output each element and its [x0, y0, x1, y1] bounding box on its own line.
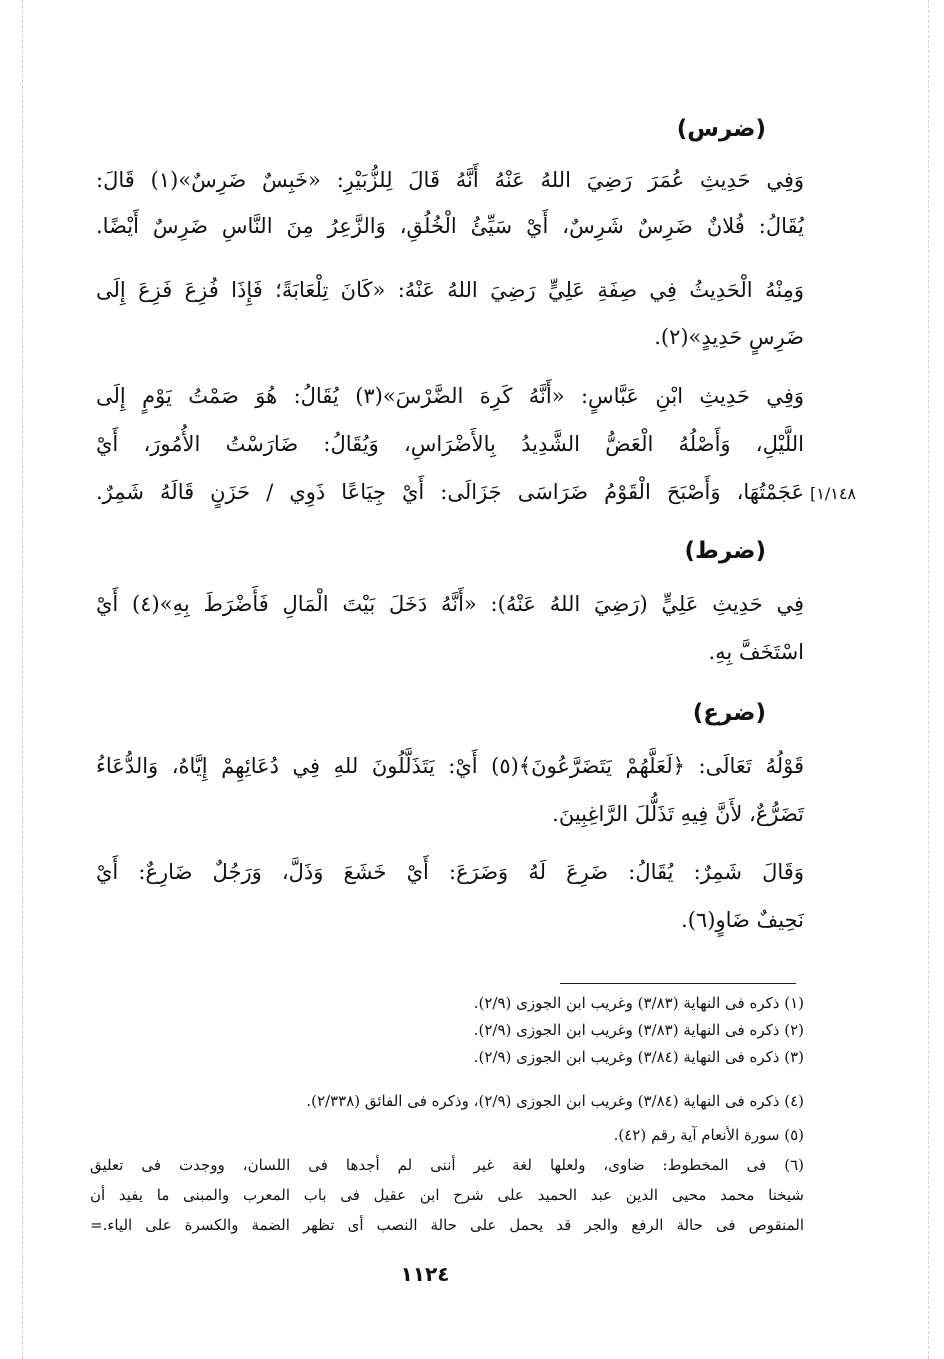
entry-heading: (ضرط)	[684, 538, 766, 564]
page-number: ١١٢٤	[400, 1262, 450, 1286]
entry-heading: (ضرع)	[692, 700, 766, 726]
footnote: (٢) ذكره فى النهاية (٣/٨٣) وغريب ابن الجوزى (٢/٩).	[473, 1021, 804, 1039]
text-line: اسْتَخَفَّ بِهِ.	[708, 640, 804, 664]
text-line: فِي حَدِيثِ عَلِيٍّ (رَضِيَ اللهُ عَنْهُ): «أَنَّهُ دَخَلَ بَيْتَ الْمَالِ فَأَضْرَطَ بِهِ»(٤) أَيْ	[96, 592, 805, 616]
footnote: (١) ذكره فى النهاية (٣/٨٣) وغريب ابن الجوزى (٢/٩).	[473, 994, 804, 1012]
text-line: ضَرِسٍ حَدِيدٍ»(٢).	[654, 325, 804, 349]
text-line: وَمِنْهُ الْحَدِيثُ فِي صِفَةِ عَلِيٍّ رَضِيَ اللهُ عَنْهُ: «كَانَ تِلْعَابَةً؛ فَإِذَا فُزِعَ فَزِعَ إِلَى	[96, 278, 804, 302]
footnote-separator	[560, 983, 796, 984]
text-line: نَحِيفٌ ضَاوٍ(٦).	[681, 908, 804, 932]
text-line: قَوْلُهُ تَعَالَى: ﴿لَعَلَّهُمْ يَتَضَرَّعُونَ﴾(٥) أَيْ: يَتَذَلَّلُونَ للهِ فِي دُعَائِهِمْ إِيَّاهُ، وَالدُّعَاءُ	[96, 754, 804, 778]
footnote: (٣) ذكره فى النهاية (٣/٨٤) وغريب ابن الجوزى (٢/٩).	[473, 1048, 804, 1066]
footnote: (٤) ذكره فى النهاية (٣/٨٤) وغريب ابن الجوزى (٢/٩)، وذكره فى الفائق (٢/٣٣٨).	[306, 1092, 804, 1110]
page-edge-right	[928, 0, 929, 1359]
text-line: وَفِي حَدِيثِ عُمَرَ رَضِيَ اللهُ عَنْهُ أَنَّهُ قَالَ لِلزُّبَيْرِ: «خَبِسٌ ضَرِسٌ»(١) قَالَ:	[96, 168, 804, 192]
page-edge-left	[22, 0, 23, 1359]
text-line: عَجَمْتُهَا، وَأَصْبَحَ الْقَوْمُ ضَرَاسَى جَزَالَى: أَيْ جِيَاعًا ذَوِي / حَزَنٍ قَالَهُ شَمِرٌ.	[96, 480, 804, 504]
text-line: وَفِي حَدِيثِ ابْنِ عَبَّاسٍ: «أَنَّهُ كَرِهَ الضَّرْسَ»(٣) يُقَالُ: هُوَ صَمْتُ يَوْمٍ إِلَى	[96, 384, 804, 408]
footnote: شيخنا محمد محيى الدين عبد الحميد على شرح ابن عقيل فى باب المعرب والمبنى ما يفيد أن	[90, 1186, 804, 1204]
text-line: وَقَالَ شَمِرٌ: يُقَالُ: ضَرِعَ لَهُ وَضَرَعَ: أَيْ خَشَعَ وَذَلَّ، وَرَجُلٌ ضَارِعٌ: أَيْ	[96, 860, 804, 884]
footnote: المنقوص فى حالة الرفع والجر قد يحمل على حالة النصب أى تظهر الضمة والكسرة على الياء.=	[90, 1216, 804, 1234]
text-line: اللَّيْلِ، وَأَصْلُهُ الْعَضُّ الشَّدِيدُ بِالأَضْرَاسِ، وَيُقَالُ: ضَارَسْتُ الأُمُورَ، أَيْ	[96, 432, 804, 456]
entry-heading: (ضرس)	[676, 116, 766, 142]
footnote: (٦) فى المخطوط: ضاوى، ولعلها لغة غير أننى لم أجدها فى اللسان، ووجدت فى تعليق	[90, 1156, 804, 1174]
text-line: يُقَالُ: فُلانٌ ضَرِسٌ شَرِسٌ، أَيْ سَيِّئُ الْخُلُقِ، وَالزَّعِرُ مِنَ النَّاسِ ضَرِسٌ أَيْضًا.	[96, 214, 804, 238]
footnote: (٥) سورة الأنعام آية رقم (٤٢).	[613, 1126, 804, 1144]
margin-page-reference: [١/١٤٨	[810, 484, 857, 503]
text-line: تَضَرُّعٌ، لأَنَّ فِيهِ تَذَلُّلَ الرَّاغِبِينَ.	[552, 802, 804, 826]
